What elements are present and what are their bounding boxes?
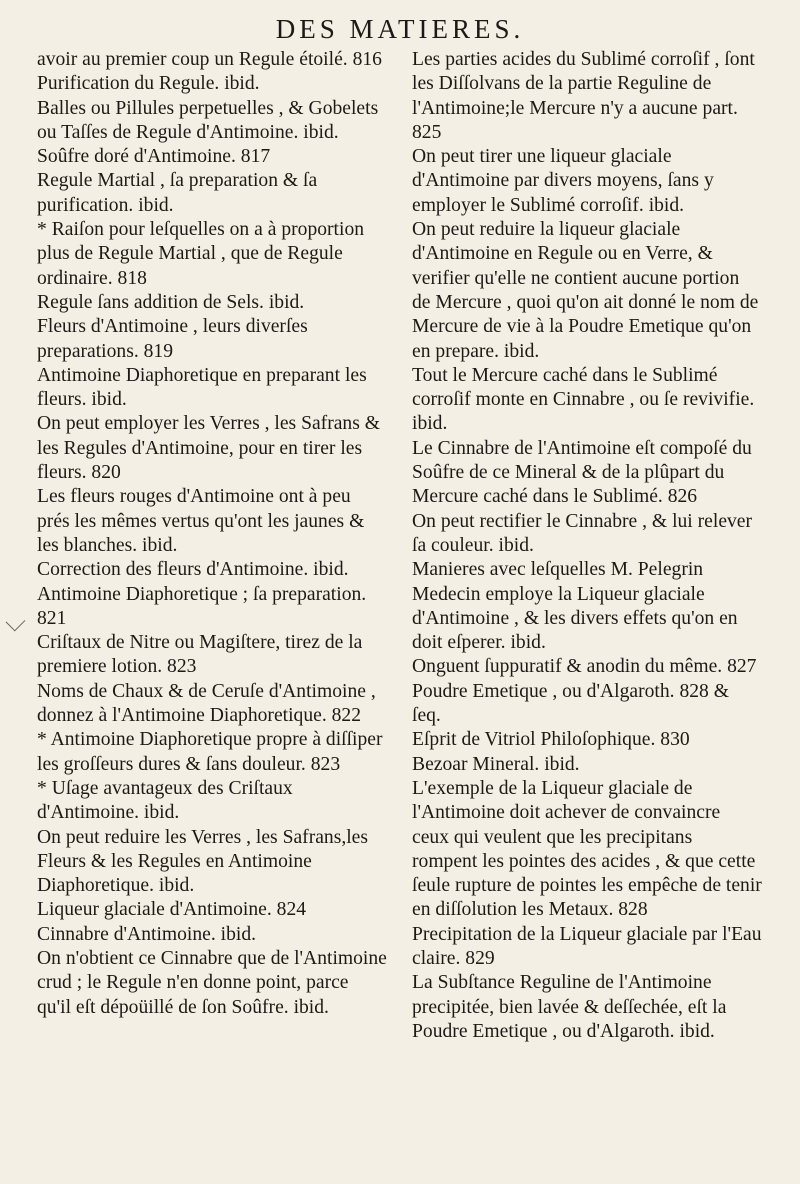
index-entry: Antimoine Diaphoretique en preparant les fleurs. ibid. — [37, 364, 367, 411]
right-column — [412, 48, 762, 1044]
index-entry: * Uſage avantageux des Criſtaux d'Antimoine. ibid. — [37, 777, 293, 824]
index-entry: Eſprit de Vitriol Philoſophique. 830 — [412, 729, 690, 751]
index-entry: * Antimoine Diaphoretique propre à diſſiper les groſſeurs dures & ſans douleur. 823 — [37, 729, 383, 775]
index-entry: Bezoar Mineral. ibid. — [412, 753, 580, 775]
index-entry: On peut reduire la liqueur glaciale d'Antimoine en Regule ou en Verre, & verifier qu'elle ne contient aucune portion de Mercure , quoi qu'on ait donné le nom de Mercure de vie à la Poudre Emetique qu'on en prepare. ibid. — [412, 219, 759, 362]
index-entry: Manieres avec leſquelles M. Pelegrin Medecin employe la Liqueur glaciale d'Antimoine , & les divers effets qu'on en doit eſperer. ibid. — [412, 559, 738, 654]
index-entry: Liqueur glaciale d'Antimoine. 824 — [37, 899, 307, 921]
index-entry: Correction des fleurs d'Antimoine. ibid. — [37, 559, 349, 581]
index-entry: L'exemple de la Liqueur glaciale de l'Antimoine doit achever de convaincre ceux qui veulent que les precipitans rompent les pointes des acides , & que cette ſeule rupture de pointes les empêche de tenir en diſſolution les Metaux. 828 — [412, 777, 762, 921]
index-entry: Soûfre doré d'Antimoine. 817 — [37, 146, 271, 168]
index-entry: * Raiſon pour leſquelles on a à proportion plus de Regule Martial , que de Regule ordinaire. 818 — [37, 219, 365, 289]
index-entry: On peut employer les Verres , les Safrans & les Regules d'Antimoine, pour en tirer les fleurs. 820 — [37, 413, 380, 484]
index-entry: On peut rectifier le Cinnabre , & lui relever ſa couleur. ibid. — [412, 510, 753, 556]
index-entry: Fleurs d'Antimoine , leurs diverſes preparations. 819 — [37, 316, 308, 362]
index-entry: Balles ou Pillules perpetuelles , & Gobelets ou Taſſes de Regule d'Antimoine. ibid. — [37, 97, 379, 143]
index-entry: Regule ſans addition de Sels. ibid. — [37, 291, 305, 313]
left-column — [37, 48, 387, 1020]
margin-tick-mark — [6, 612, 26, 632]
index-entry: Antimoine Diaphoretique ; ſa preparation. 821 — [37, 583, 367, 629]
index-entry: Criſtaux de Nitre ou Magiſtere, tirez de la premiere lotion. 823 — [37, 632, 363, 678]
index-entry: Purification du Regule. ibid. — [37, 73, 260, 95]
index-entry: Precipitation de la Liqueur glaciale par l'Eau claire. 829 — [412, 923, 762, 969]
index-entry: Regule Martial , ſa preparation & ſa purification. ibid. — [37, 170, 318, 216]
index-entry: Poudre Emetique , ou d'Algaroth. 828 & ſeq. — [412, 680, 729, 727]
index-entry: On n'obtient ce Cinnabre que de l'Antimoine crud ; le Regule n'en donne point, parce qu'il eſt dépoüillé de ſon Soûfre. ibid. — [37, 947, 387, 1018]
index-entry: La Subſtance Reguline de l'Antimoine precipitée, bien lavée & deſſechée, eſt la Poudre Emetique , ou d'Algaroth. ibid. — [412, 972, 727, 1042]
running-header: DES MATIERES. — [275, 14, 525, 44]
index-entry: Les fleurs rouges d'Antimoine ont à peu prés les mêmes vertus qu'ont les jaunes & les blanches. ibid. — [37, 486, 365, 556]
index-entry: Tout le Mercure caché dans le Sublimé corroſif monte en Cinnabre , ou ſe revivifie. ibid. — [412, 364, 755, 435]
index-entry: Les parties acides du Sublimé corroſif , ſont les Diſſolvans de la partie Reguline de l'Antimoine;le Mercure n'y a aucune part. 825 — [412, 49, 755, 143]
index-entry: Cinnabre d'Antimoine. ibid. — [37, 923, 257, 945]
index-entry: On peut tirer une liqueur glaciale d'Antimoine par divers moyens, ſans y employer le Sublimé corroſif. ibid. — [412, 146, 714, 216]
index-entry: Noms de Chaux & de Ceruſe d'Antimoine , donnez à l'Antimoine Diaphoretique. 822 — [37, 680, 376, 727]
index-entry: Le Cinnabre de l'Antimoine eſt compoſé du Soûfre de ce Mineral & de la plûpart du Mercure caché dans le Sublimé. 826 — [412, 437, 752, 508]
index-entry: Onguent ſuppuratif & anodin du même. 827 — [412, 656, 757, 678]
index-entry: On peut reduire les Verres , les Safrans,les Fleurs & les Regules en Antimoine Diaphoretique. ibid. — [37, 826, 368, 897]
index-entry: avoir au premier coup un Regule étoilé. 816 — [37, 49, 382, 70]
